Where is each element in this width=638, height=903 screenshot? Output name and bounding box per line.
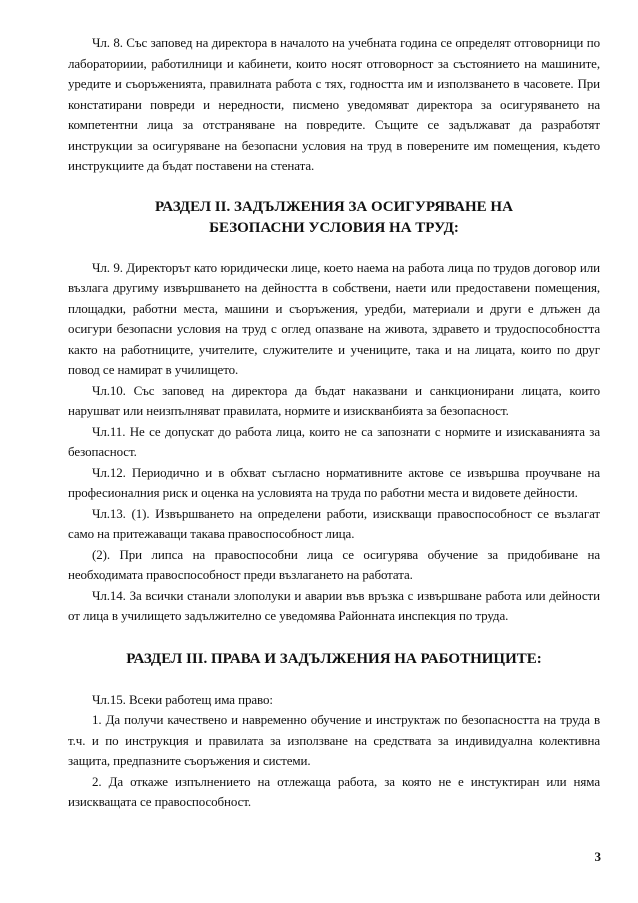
article-13-1-paragraph: Чл.13. (1). Извършването на определени работи, изискващи правоспособност се възлагат само на притежаващи такава правоспособност лица.	[68, 505, 600, 541]
page-number: 3	[594, 849, 601, 864]
article-15-item-2: 2. Да откаже изпълнението на отлежаща работа, за която не е инстуктиран или няма изискващата се правоспособност.	[68, 773, 600, 809]
article-10-paragraph: Чл.10. Със заповед на директора да бъдат наказвани и санкционирани лицата, които нарушват или неизпълняват правилата, нормите и изискванбията за безопасност.	[68, 382, 600, 418]
section-3-heading: РАЗДЕЛ III. ПРАВА И ЗАДЪЛЖЕНИЯ НА РАБОТНИЦИТЕ:	[126, 650, 542, 667]
article-14-paragraph: Чл.14. За всички станали злополуки и аварии във връзка с извършване работа или дейности от лица в училището задължително се уведомява Районната инспекция по труда.	[68, 587, 600, 623]
article-15-item-1: 1. Да получи качествено и навременно обучение и инструктаж по безопасността на труда в т.ч. и по инструкция и правилата за използване на средствата за индивидуална колективна защита, предпазните съоръжения и системи.	[68, 712, 600, 768]
article-15-paragraph: Чл.15. Всеки работещ има право:	[92, 691, 273, 707]
article-8-paragraph: Чл. 8. Със заповед на директора в началото на учебната година се определят отговорници по лабораториии, работилници и кабинети, които носят отговорност за състоянието на машините, уредите и съоръженията, правилната работа с тях, годността им и използването в часовете. При констатирани повреди и нередности, писмено уведомяват директора за осигуряването на компетентни лица за отстраняване на повредите. Същите се задължават да разработят инструкции за осигуряване на безопасни условия на труд в поверените им помещения, където инструкциите да бъдат поставени на стената.	[68, 35, 600, 173]
document-page	[68, 33, 600, 813]
article-12-paragraph: Чл.12. Периодично и в обхват съгласно нормативните актове се извършва проучване на професионалния риск и оценка на условията на труда по работни места и видовете дейности.	[68, 464, 600, 500]
article-11-paragraph: Чл.11. Не се допускат до работа лица, които не са запознати с нормите и изискаванията за безопасност.	[68, 423, 600, 459]
article-9-paragraph: Чл. 9. Директорът като юридически лице, което наема на работа лица по трудов договор или възлага другиму извършването на дейността в собствени, наети или предоставени помещения, площадки, работни места, машини и съоръжения, уредби, материали и други е длъжен да осигури безопасни условия на труд с оглед опазване на живота, здравето и трудоспособността както на работниците, учителите, служителите и учениците, така и на лицата, които по друг повод се намират в училището.	[68, 259, 600, 377]
section-2-heading: РАЗДЕЛ II. ЗАДЪЛЖЕНИЯ ЗА ОСИГУРЯВАНЕ НА БЕЗОПАСНИ УСЛОВИЯ НА ТРУД:	[155, 198, 513, 236]
article-13-2-paragraph: (2). При липса на правоспособни лица се осигурява обучение за придобиване на необходимата правоспособност преди възлагането на работата.	[68, 546, 600, 582]
